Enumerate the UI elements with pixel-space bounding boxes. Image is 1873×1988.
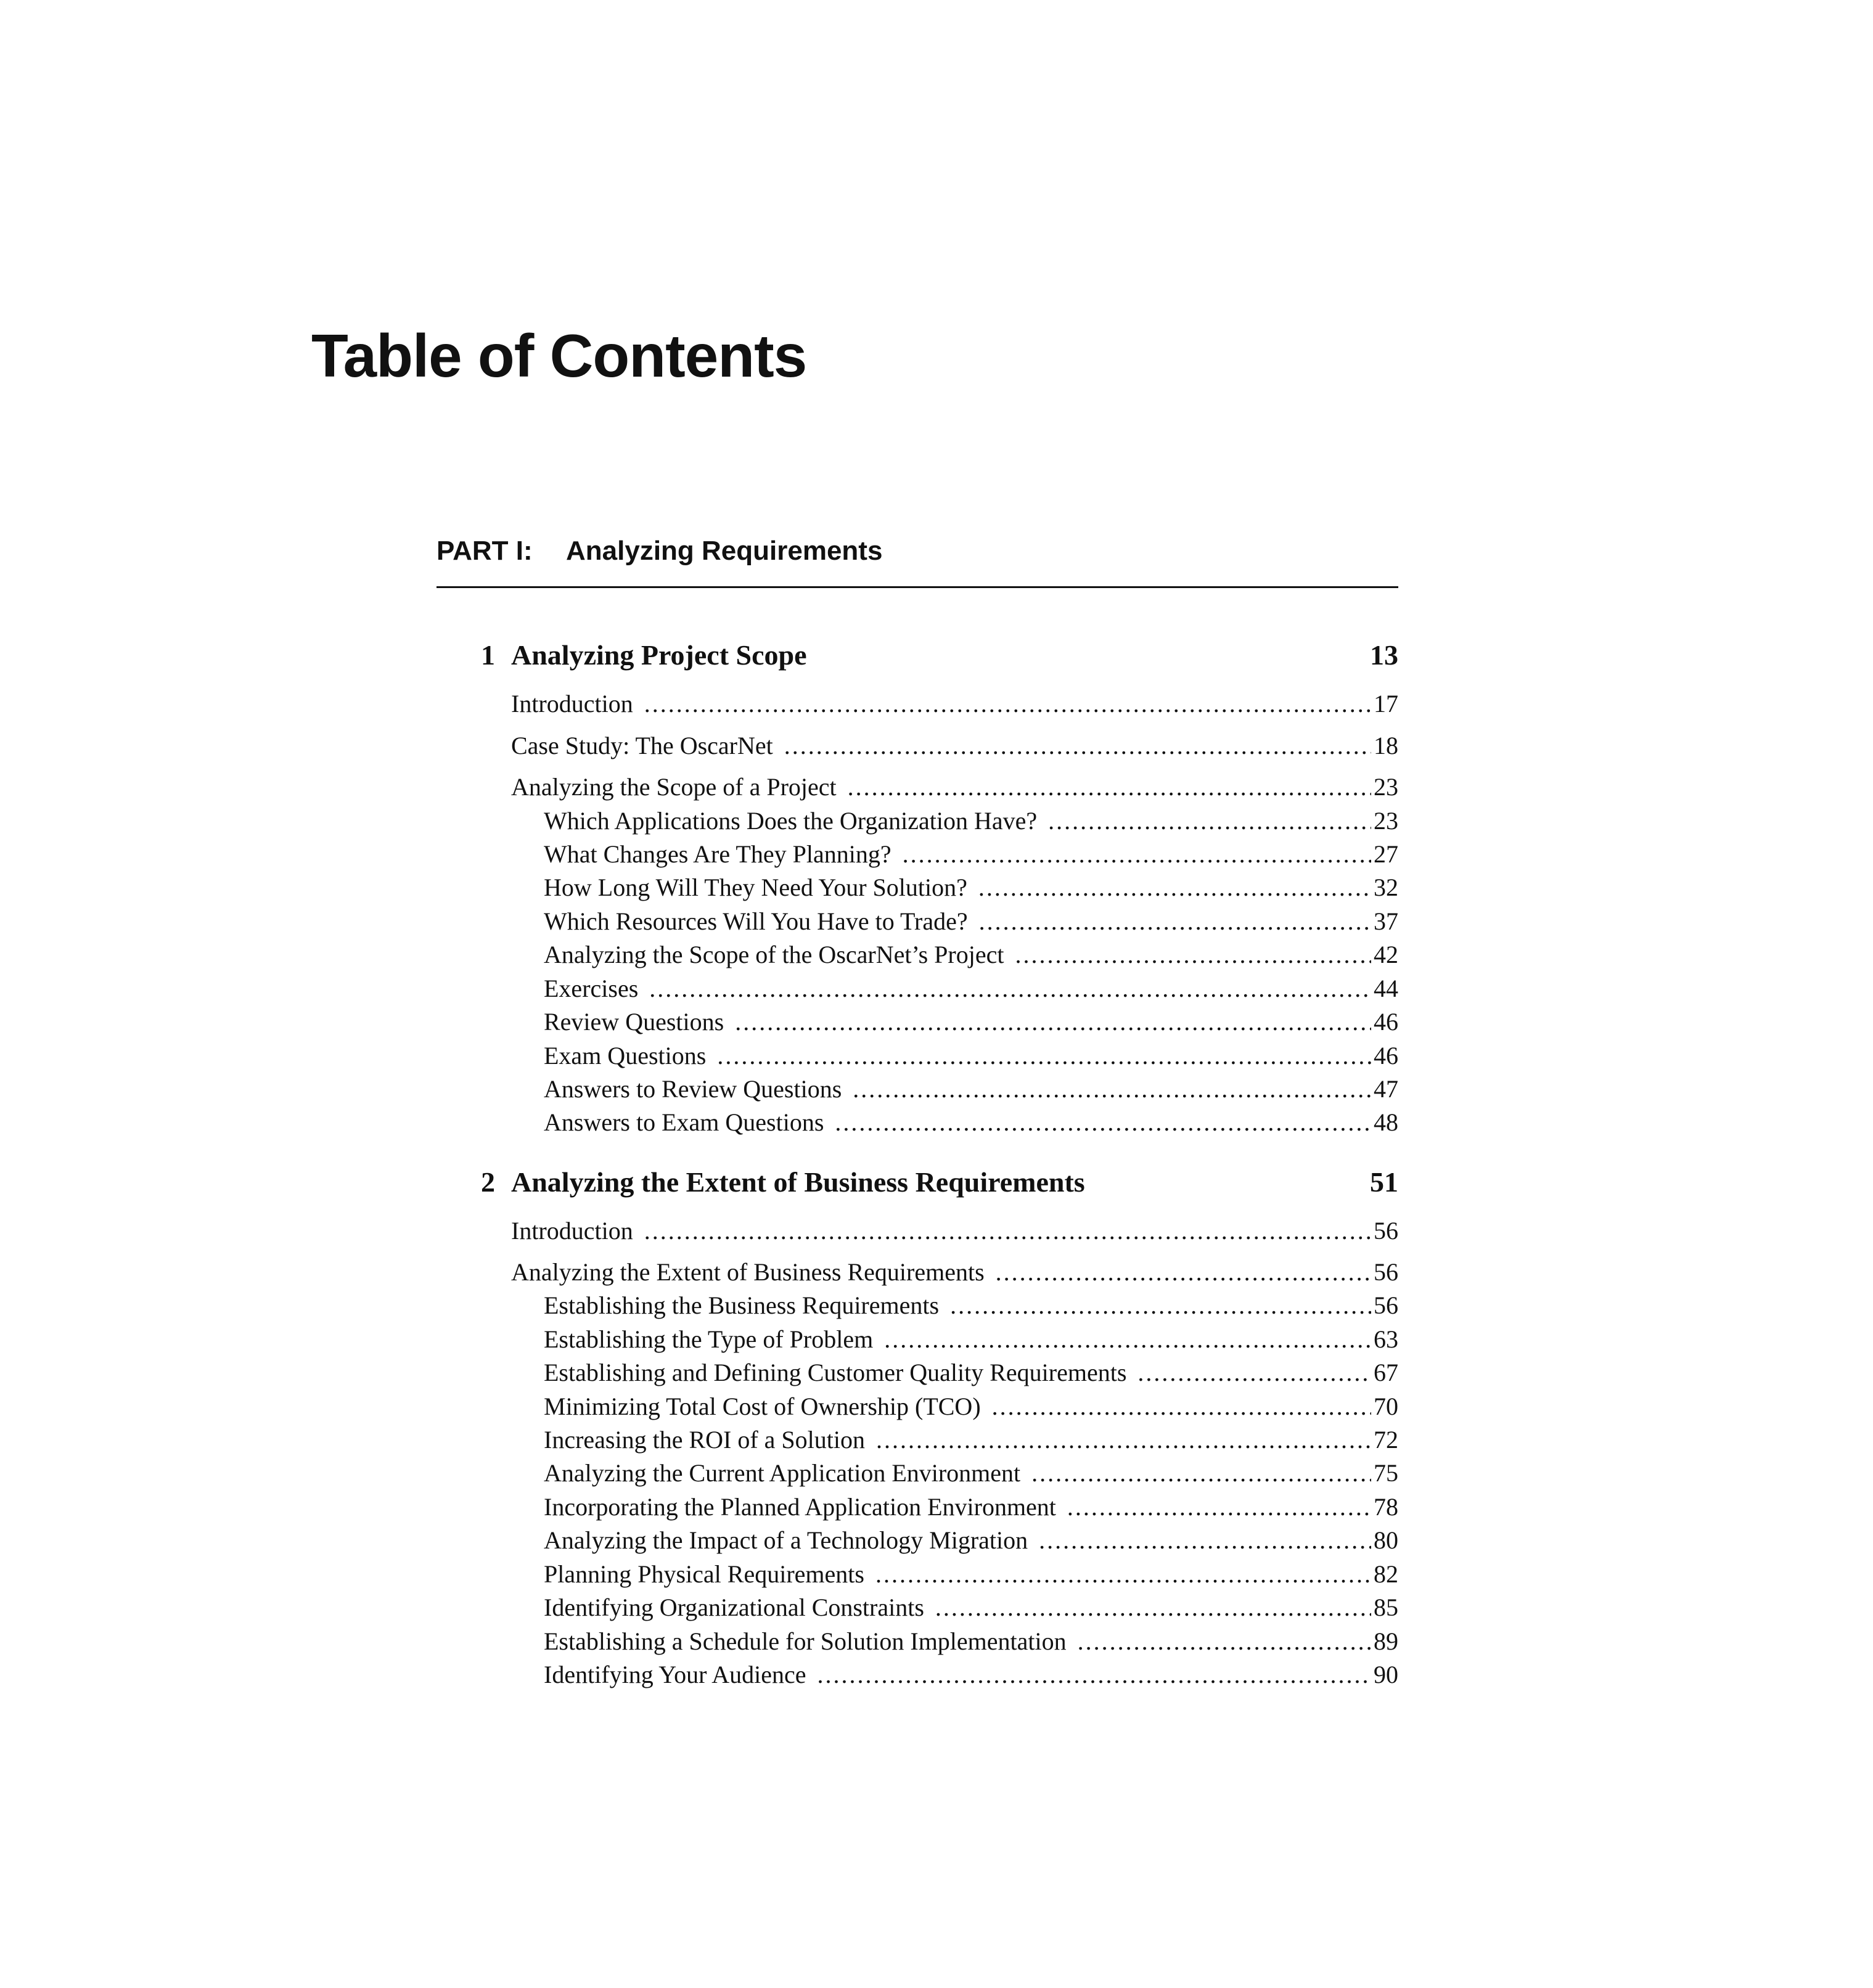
toc-entry[interactable] — [0, 692, 1398, 716]
chapter-title: Analyzing Project Scope — [511, 639, 807, 671]
entry-title: Exercises — [544, 975, 639, 1002]
chapter-title: Analyzing the Extent of Business Requirements — [511, 1166, 1085, 1198]
entry-page-number: 23 — [1374, 773, 1398, 801]
entry-page-number: 89 — [1374, 1627, 1398, 1655]
entry-page-number: 78 — [1374, 1493, 1398, 1521]
entry-page-number: 63 — [1374, 1325, 1398, 1353]
toc-entry[interactable] — [0, 976, 1398, 1001]
entry-page-number: 70 — [1374, 1393, 1398, 1420]
entry-page-number: 47 — [1374, 1075, 1398, 1103]
toc-entry[interactable] — [0, 1595, 1398, 1620]
entry-page-number: 72 — [1374, 1426, 1398, 1454]
dot-leader — [1015, 943, 1371, 967]
dot-leader — [649, 976, 1371, 1001]
entry-title: Which Applications Does the Organization Have? — [544, 807, 1038, 835]
dot-leader — [1031, 1461, 1371, 1486]
dot-leader — [996, 1260, 1371, 1285]
entry-title: Establishing the Type of Problem — [544, 1325, 874, 1353]
entry-title: Minimizing Total Cost of Ownership (TCO) — [544, 1393, 981, 1420]
toc-entry[interactable] — [0, 1044, 1398, 1068]
dot-leader — [818, 1663, 1371, 1687]
entry-title: Analyzing the Extent of Business Requirements — [511, 1258, 985, 1286]
entry-title: Analyzing the Current Application Environment — [544, 1459, 1021, 1487]
entry-title: Answers to Review Questions — [544, 1075, 842, 1103]
dot-leader — [979, 909, 1371, 934]
dot-leader — [1048, 809, 1371, 833]
entry-page-number: 23 — [1374, 807, 1398, 835]
dot-leader — [950, 1293, 1371, 1318]
entry-title: Exam Questions — [544, 1042, 707, 1070]
toc-entry[interactable] — [0, 1461, 1398, 1486]
dot-leader — [992, 1394, 1371, 1419]
toc-entry[interactable] — [0, 1327, 1398, 1352]
entry-title: Identifying Organizational Constraints — [544, 1593, 924, 1621]
entry-title: Review Questions — [544, 1008, 724, 1036]
toc-entry[interactable] — [0, 1077, 1398, 1102]
dot-leader — [835, 1110, 1371, 1135]
entry-page-number: 90 — [1374, 1661, 1398, 1688]
toc-entry[interactable] — [0, 1528, 1398, 1553]
toc-entry[interactable] — [0, 1562, 1398, 1587]
entry-page-number: 27 — [1374, 840, 1398, 868]
dot-leader — [884, 1327, 1371, 1352]
entry-title: Increasing the ROI of a Solution — [544, 1426, 865, 1454]
toc-entry[interactable] — [0, 1663, 1398, 1687]
entry-title: Incorporating the Planned Application Environment — [544, 1493, 1056, 1521]
dot-leader — [978, 875, 1371, 900]
entry-title: Case Study: The OscarNet — [511, 732, 773, 759]
toc-entry[interactable] — [0, 875, 1398, 900]
part-number: PART I: — [436, 536, 533, 566]
dot-leader — [644, 692, 1371, 716]
entry-page-number: 85 — [1374, 1593, 1398, 1621]
toc-entry[interactable] — [0, 909, 1398, 934]
entry-page-number: 80 — [1374, 1526, 1398, 1554]
dot-leader — [875, 1562, 1371, 1587]
part-name: Analyzing Requirements — [566, 536, 883, 566]
chapter-number: 2 — [481, 1166, 495, 1198]
dot-leader — [853, 1077, 1371, 1102]
page-title: Table of Contents — [311, 322, 807, 390]
entry-page-number: 48 — [1374, 1108, 1398, 1136]
dot-leader — [848, 775, 1371, 800]
toc-entry[interactable] — [0, 943, 1398, 967]
dot-leader — [784, 734, 1371, 758]
toc-entry[interactable] — [0, 809, 1398, 833]
entry-page-number: 44 — [1374, 975, 1398, 1002]
entry-title: Identifying Your Audience — [544, 1661, 806, 1688]
chapter-number: 1 — [481, 639, 495, 671]
toc-entry[interactable] — [0, 1394, 1398, 1419]
entry-page-number: 37 — [1374, 907, 1398, 935]
dot-leader — [1078, 1629, 1371, 1654]
entry-title: Answers to Exam Questions — [544, 1108, 824, 1136]
part-heading — [436, 538, 882, 565]
entry-title: What Changes Are They Planning? — [544, 840, 891, 868]
entry-title: Establishing the Business Requirements — [544, 1291, 940, 1319]
entry-title: Planning Physical Requirements — [544, 1560, 864, 1588]
dot-leader — [935, 1595, 1371, 1620]
dot-leader — [1039, 1528, 1371, 1553]
entry-page-number: 82 — [1374, 1560, 1398, 1588]
dot-leader — [735, 1010, 1371, 1034]
toc-entry[interactable] — [0, 1110, 1398, 1135]
toc-entry[interactable] — [0, 1219, 1398, 1243]
entry-page-number: 46 — [1374, 1008, 1398, 1036]
entry-page-number: 17 — [1374, 690, 1398, 718]
entry-page-number: 75 — [1374, 1459, 1398, 1487]
toc-entry[interactable] — [0, 1010, 1398, 1034]
chapter-page-number: 13 — [1370, 639, 1398, 671]
toc-entry[interactable] — [0, 1360, 1398, 1385]
entry-page-number: 32 — [1374, 873, 1398, 901]
entry-page-number: 56 — [1374, 1291, 1398, 1319]
entry-title: Establishing and Defining Customer Quality Requirements — [544, 1359, 1127, 1386]
dot-leader — [1067, 1495, 1371, 1520]
toc-entry[interactable] — [0, 734, 1398, 758]
entry-page-number: 67 — [1374, 1359, 1398, 1386]
entry-title: Analyzing the Scope of the OscarNet’s Project — [544, 941, 1004, 968]
part-divider — [436, 586, 1398, 588]
entry-title: Establishing a Schedule for Solution Implementation — [544, 1627, 1067, 1655]
entry-title: Introduction — [511, 690, 633, 718]
entry-page-number: 56 — [1374, 1258, 1398, 1286]
toc-entry[interactable] — [0, 1495, 1398, 1520]
toc-entry[interactable] — [0, 775, 1398, 800]
entry-page-number: 42 — [1374, 941, 1398, 968]
dot-leader — [1137, 1360, 1371, 1385]
entry-title: Which Resources Will You Have to Trade? — [544, 907, 968, 935]
toc-entry[interactable] — [0, 1293, 1398, 1318]
chapter-page-number: 51 — [1370, 1166, 1398, 1198]
entry-title: Analyzing the Scope of a Project — [511, 773, 837, 801]
entry-title: Analyzing the Impact of a Technology Migration — [544, 1526, 1028, 1554]
toc-entry[interactable] — [0, 842, 1398, 867]
dot-leader — [717, 1044, 1371, 1068]
entry-title: Introduction — [511, 1217, 633, 1245]
dot-leader — [903, 842, 1371, 867]
entry-title: How Long Will They Need Your Solution? — [544, 873, 967, 901]
entry-page-number: 46 — [1374, 1042, 1398, 1070]
entry-page-number: 56 — [1374, 1217, 1398, 1245]
toc-entry[interactable] — [0, 1260, 1398, 1285]
toc-entry[interactable] — [0, 1428, 1398, 1452]
dot-leader — [644, 1219, 1371, 1243]
toc-entry[interactable] — [0, 1629, 1398, 1654]
entry-page-number: 18 — [1374, 732, 1398, 759]
dot-leader — [876, 1428, 1371, 1452]
